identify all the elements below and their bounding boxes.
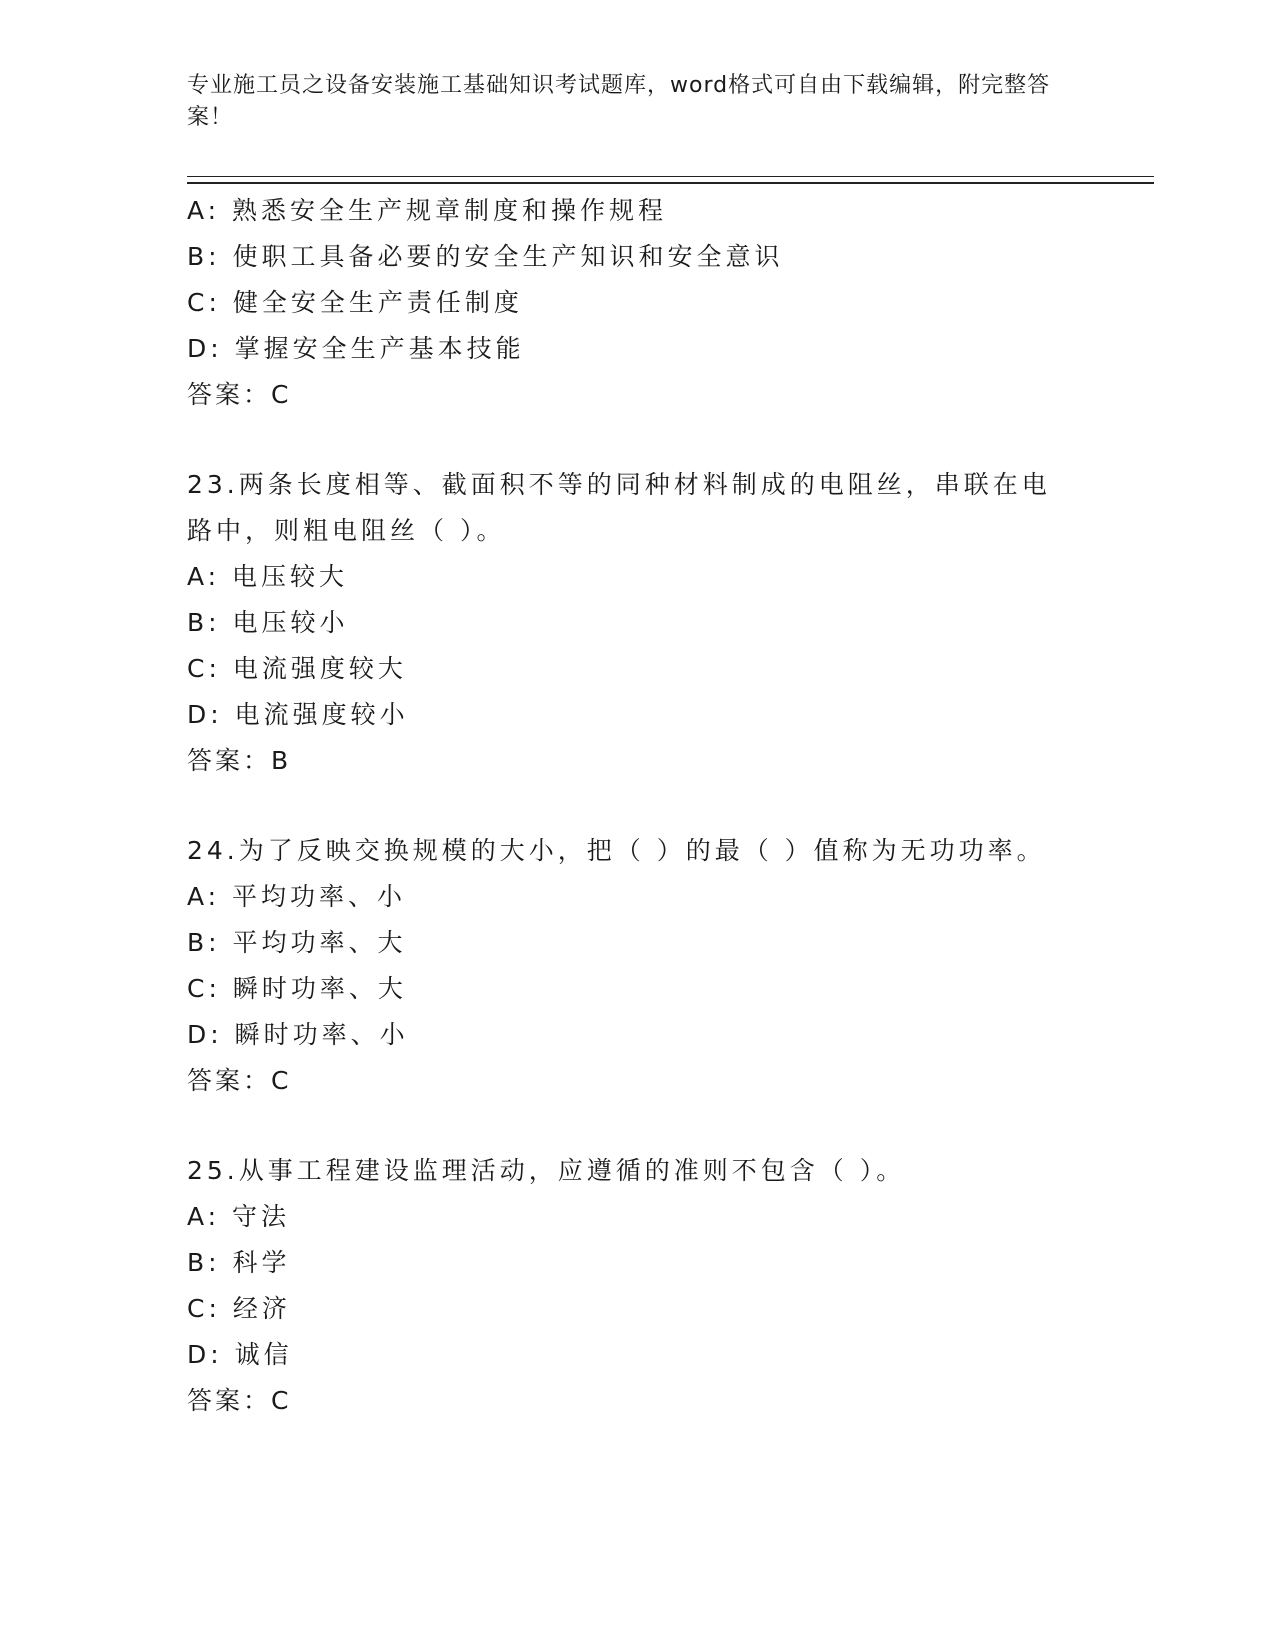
option-d: D: 瞬时功率、小 bbox=[187, 1020, 409, 1049]
option-b: B: 电压较小 bbox=[187, 608, 349, 637]
option-a: A: 平均功率、小 bbox=[187, 882, 407, 911]
option-a: A: 守法 bbox=[187, 1202, 291, 1231]
question-stem: 25.从事工程建设监理活动，应遵循的准则不包含（ ）。 bbox=[187, 1156, 906, 1185]
question-block bbox=[187, 1148, 1087, 1424]
answer-line: 答案：C bbox=[187, 380, 292, 409]
block-spacer bbox=[187, 784, 1087, 828]
question-block bbox=[187, 828, 1087, 1104]
option-d: D: 诚信 bbox=[187, 1340, 293, 1369]
question-block bbox=[187, 188, 1087, 418]
option-d: D: 电流强度较小 bbox=[187, 700, 409, 729]
question-stem: 24.为了反映交换规模的大小，把（ ）的最（ ）值称为无功功率。 bbox=[187, 836, 1046, 865]
option-d: D: 掌握安全生产基本技能 bbox=[187, 334, 525, 363]
option-c: C: 经济 bbox=[187, 1294, 291, 1323]
option-b: B: 使职工具备必要的安全生产知识和安全意识 bbox=[187, 242, 784, 271]
document-header-title: 专业施工员之设备安装施工基础知识考试题库，word格式可自由下载编辑，附完整答案！ bbox=[187, 73, 1051, 130]
question-block bbox=[187, 462, 1087, 784]
block-spacer bbox=[187, 418, 1087, 462]
option-c: C: 瞬时功率、大 bbox=[187, 974, 407, 1003]
option-c: C: 健全安全生产责任制度 bbox=[187, 288, 523, 317]
option-a: A: 熟悉安全生产规章制度和操作规程 bbox=[187, 196, 668, 225]
header-divider-thin bbox=[187, 176, 1154, 177]
option-c: C: 电流强度较大 bbox=[187, 654, 407, 683]
option-b: B: 平均功率、大 bbox=[187, 928, 407, 957]
block-spacer bbox=[187, 1104, 1087, 1148]
answer-line: 答案：B bbox=[187, 746, 292, 775]
answer-line: 答案：C bbox=[187, 1386, 292, 1415]
header-divider-thick bbox=[187, 182, 1154, 184]
question-stem: 23.两条长度相等、截面积不等的同种材料制成的电阻丝，串联在电路中，则粗电阻丝（ ）。 bbox=[187, 470, 1051, 545]
option-a: A: 电压较大 bbox=[187, 562, 349, 591]
option-b: B: 科学 bbox=[187, 1248, 291, 1277]
question-list bbox=[187, 188, 1087, 1424]
answer-line: 答案：C bbox=[187, 1066, 292, 1095]
